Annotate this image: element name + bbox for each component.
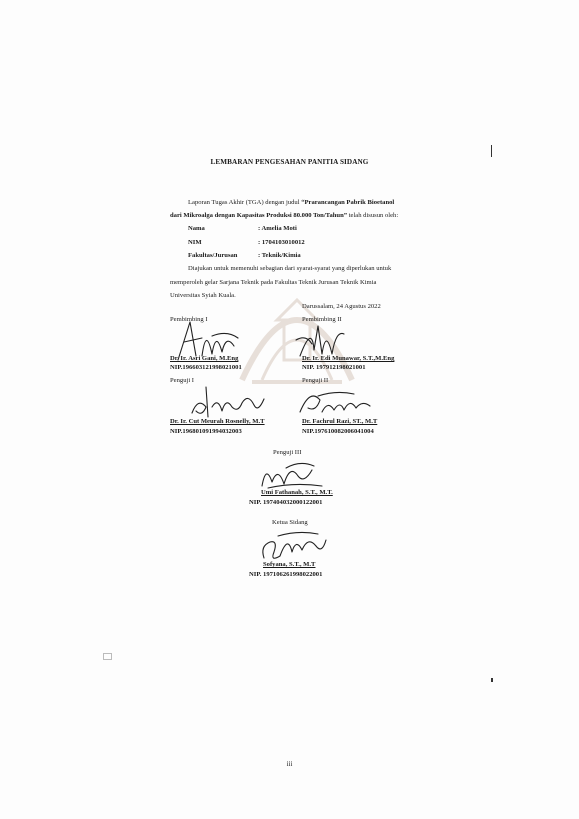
pembimbing2-nip: NIP. 197912198021001 [302,364,366,371]
penguji3-signature [258,456,328,490]
page-title: LEMBARAN PENGESAHAN PANITIA SIDANG [210,158,369,166]
penguji2-signature [296,384,376,418]
ketua-signature [258,528,330,564]
intro-suffix: telah disusun oleh: [347,212,399,219]
name-value: : Amelia Moti [258,225,297,232]
intro-line-1 [188,196,394,209]
pembimbing1-role: Pembimbing I [170,316,208,323]
pembimbing1-name: Dr. Ir. Asri Gani, M.Eng [170,355,239,362]
place-date: Darussalam, 24 Agustus 2022 [302,303,381,310]
penguji2-nip: NIP.197610082006041004 [302,428,374,435]
page-number: iii [286,760,293,768]
submission-line-1: Diajukan untuk memenuhi sebagian dari syarat-syarat yang diperlukan untuk [188,265,392,272]
penguji3-nip: NIP. 197404032000122001 [249,499,323,506]
name-label: Nama [188,225,205,232]
pembimbing2-name: Dr. Ir. Edi Munawar, S.T.,M.Eng [302,355,395,362]
pembimbing2-role: Pembimbing II [302,316,342,323]
penguji1-signature [188,383,268,421]
dept-value: : Teknik/Kimia [258,252,301,259]
submission-line-2: memperoleh gelar Sarjana Teknik pada Fakultas Teknik Jurusan Teknik Kimia [170,279,377,286]
scan-edge-dot [491,678,493,682]
intro-line-2 [170,209,398,222]
scanner-mark-icon [103,653,112,660]
dept-label: Fakultas/Jurusan [188,252,238,259]
penguji1-role: Penguji I [170,377,194,384]
nim-label: NIM [188,239,202,246]
pembimbing1-nip: NIP.196603121998021001 [170,364,242,371]
penguji1-name: Dr. Ir. Cut Meurah Rosnelly, M.T [170,418,265,425]
ketua-name: Sofyana, S.T., M.T [263,561,316,568]
scan-edge-mark [491,145,492,157]
thesis-title-part-2: dari Mikroalga dengan Kapasitas Produksi 80.000 Ton/Tahun” [170,212,348,219]
ketua-nip: NIP. 197106261998022001 [249,571,323,578]
penguji3-name: Umi Fathanah, S.T., M.T. [261,489,333,496]
penguji1-nip: NIP.196801091994032003 [170,428,242,435]
penguji2-name: Dr. Fachrul Razi, ST., M.T [302,418,378,425]
submission-line-3: Universitas Syiah Kuala. [170,292,236,299]
ketua-role: Ketua Sidang [272,519,308,526]
pembimbing2-signature [292,320,352,360]
penguji2-role: Penguji II [302,377,329,384]
thesis-title-part-1: “Prarancangan Pabrik Bioetanol [301,199,395,206]
nim-value: : 1704103010012 [258,239,305,246]
intro-text: Laporan Tugas Akhir (TGA) dengan judul [188,199,302,206]
penguji3-role: Penguji III [273,449,302,456]
